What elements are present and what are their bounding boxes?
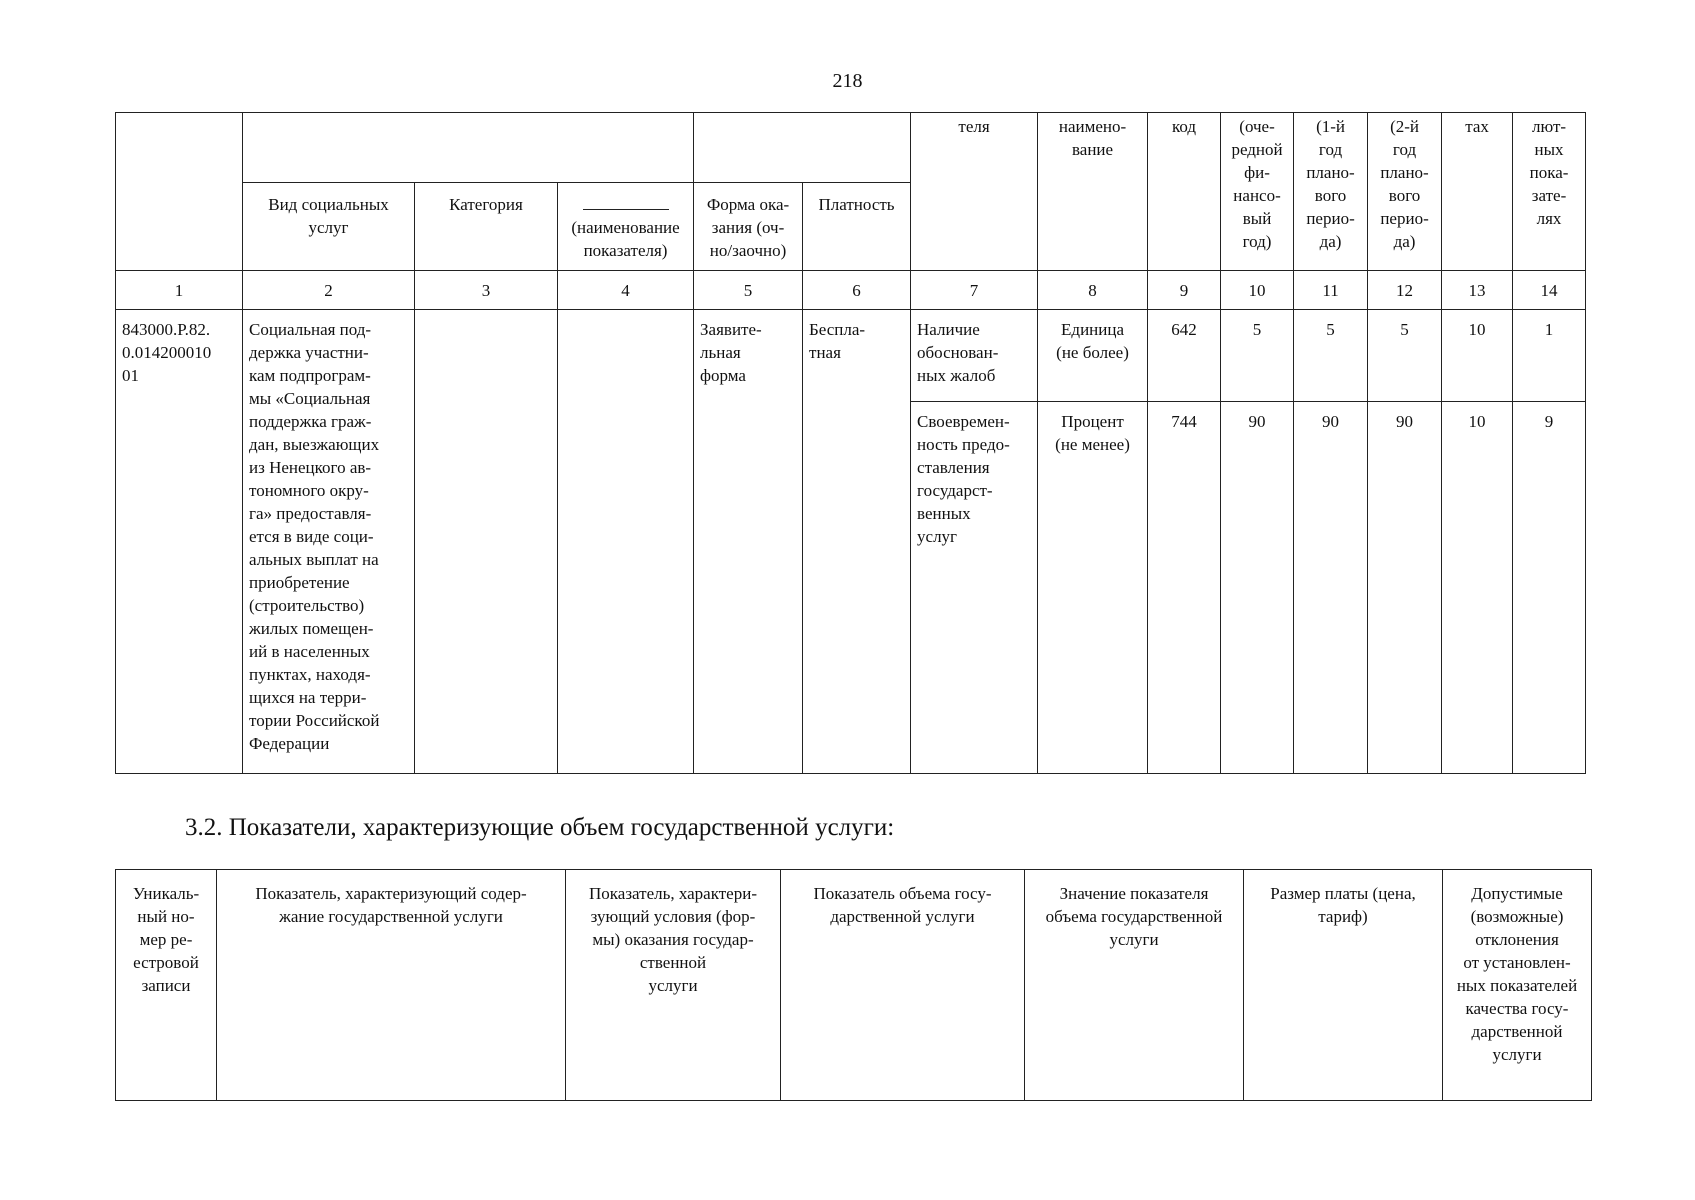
col-number: 8 <box>1038 271 1148 310</box>
header-col10: (оче- редной фи- нансо- вый год) <box>1221 113 1294 271</box>
unit-name: Единица (не более) <box>1038 310 1148 402</box>
header-col5: Форма ока- зания (оч- но/заочно) <box>694 183 803 271</box>
unit-name: Процент (не менее) <box>1038 402 1148 774</box>
header-col6: Платность <box>803 183 911 271</box>
value-current-year: 5 <box>1221 310 1294 402</box>
col-number: 1 <box>116 271 243 310</box>
indicator-name: Своевремен- ность предо- ставления государст- венных услуг <box>911 402 1038 774</box>
value-current-year: 90 <box>1221 402 1294 774</box>
header-allowed-deviations: Допустимые (возможные) отклонения от установлен- ных показателей качества госу- дарственной услуги <box>1443 870 1592 1101</box>
header-group-content <box>243 113 694 183</box>
header-col12: (2-й год плано- вого перио- да) <box>1368 113 1442 271</box>
service-description: Социальная под- держка участни- кам подпрограм- мы «Социальная поддержка граж- дан, выезжающих из Ненецкого ав- тономного окру- га» предоставля- ется в виде соци- альных выплат на приобретение (строительство) жилых помещен- ий в населенных пунктах, находя- щихся на терри- тории Российской Федерации <box>243 310 415 774</box>
quality-indicators-table <box>115 112 1586 774</box>
col-number: 14 <box>1513 271 1586 310</box>
col-number: 4 <box>558 271 694 310</box>
col-number: 11 <box>1294 271 1368 310</box>
deviation-absolute: 9 <box>1513 402 1586 774</box>
header-col8: наимено- вание <box>1038 113 1148 271</box>
header-volume-value: Значение показателя объема государственной услуги <box>1025 870 1244 1101</box>
col-number: 5 <box>694 271 803 310</box>
header-conditions-indicator: Показатель, характери- зующий условия (фор- мы) оказания государ- ственной услуги <box>566 870 781 1101</box>
header-registry-number: Уникаль- ный но- мер ре- естровой записи <box>116 870 217 1101</box>
col-number: 7 <box>911 271 1038 310</box>
col-number: 12 <box>1368 271 1442 310</box>
header-volume-indicator: Показатель объема госу- дарственной услуги <box>781 870 1025 1101</box>
unit-code: 744 <box>1148 402 1221 774</box>
unit-code: 642 <box>1148 310 1221 402</box>
deviation-percent: 10 <box>1442 402 1513 774</box>
blank-underline <box>583 199 669 210</box>
section-title: 3.2. Показатели, характеризующие объем государственной услуги: <box>185 814 895 841</box>
header-col4-label: (наименование показателя) <box>571 218 680 260</box>
header-content-indicator: Показатель, характеризующий содер- жание государственной услуги <box>217 870 566 1101</box>
col-number: 6 <box>803 271 911 310</box>
header-col9: код <box>1148 113 1221 271</box>
header-col3: Категория <box>415 183 558 271</box>
indicator-name-cell <box>558 310 694 774</box>
col-number: 2 <box>243 271 415 310</box>
value-plan-year-2: 90 <box>1368 402 1442 774</box>
service-form: Заявите- льная форма <box>694 310 803 774</box>
page-number: 218 <box>832 70 863 92</box>
col-number: 3 <box>415 271 558 310</box>
col-number: 9 <box>1148 271 1221 310</box>
payment-type: Беспла- тная <box>803 310 911 774</box>
value-plan-year-1: 5 <box>1294 310 1368 402</box>
volume-indicators-table <box>115 869 1592 1101</box>
deviation-absolute: 1 <box>1513 310 1586 402</box>
header-fee-size: Размер платы (цена, тариф) <box>1244 870 1443 1101</box>
value-plan-year-1: 90 <box>1294 402 1368 774</box>
header-col13: тах <box>1442 113 1513 271</box>
header-col7: теля <box>911 113 1038 271</box>
header-col4 <box>558 183 694 271</box>
header-cell-1 <box>116 113 243 271</box>
deviation-percent: 10 <box>1442 310 1513 402</box>
category-cell <box>415 310 558 774</box>
header-col11: (1-й год плано- вого перио- да) <box>1294 113 1368 271</box>
indicator-name: Наличие обоснован- ных жалоб <box>911 310 1038 402</box>
registry-record-number: 843000.Р.82. 0.014200010 01 <box>116 310 243 774</box>
header-col14: лют- ных пока- зате- лях <box>1513 113 1586 271</box>
col-number: 13 <box>1442 271 1513 310</box>
value-plan-year-2: 5 <box>1368 310 1442 402</box>
col-number: 10 <box>1221 271 1294 310</box>
header-group-conditions <box>694 113 911 183</box>
header-col2: Вид социальных услуг <box>243 183 415 271</box>
